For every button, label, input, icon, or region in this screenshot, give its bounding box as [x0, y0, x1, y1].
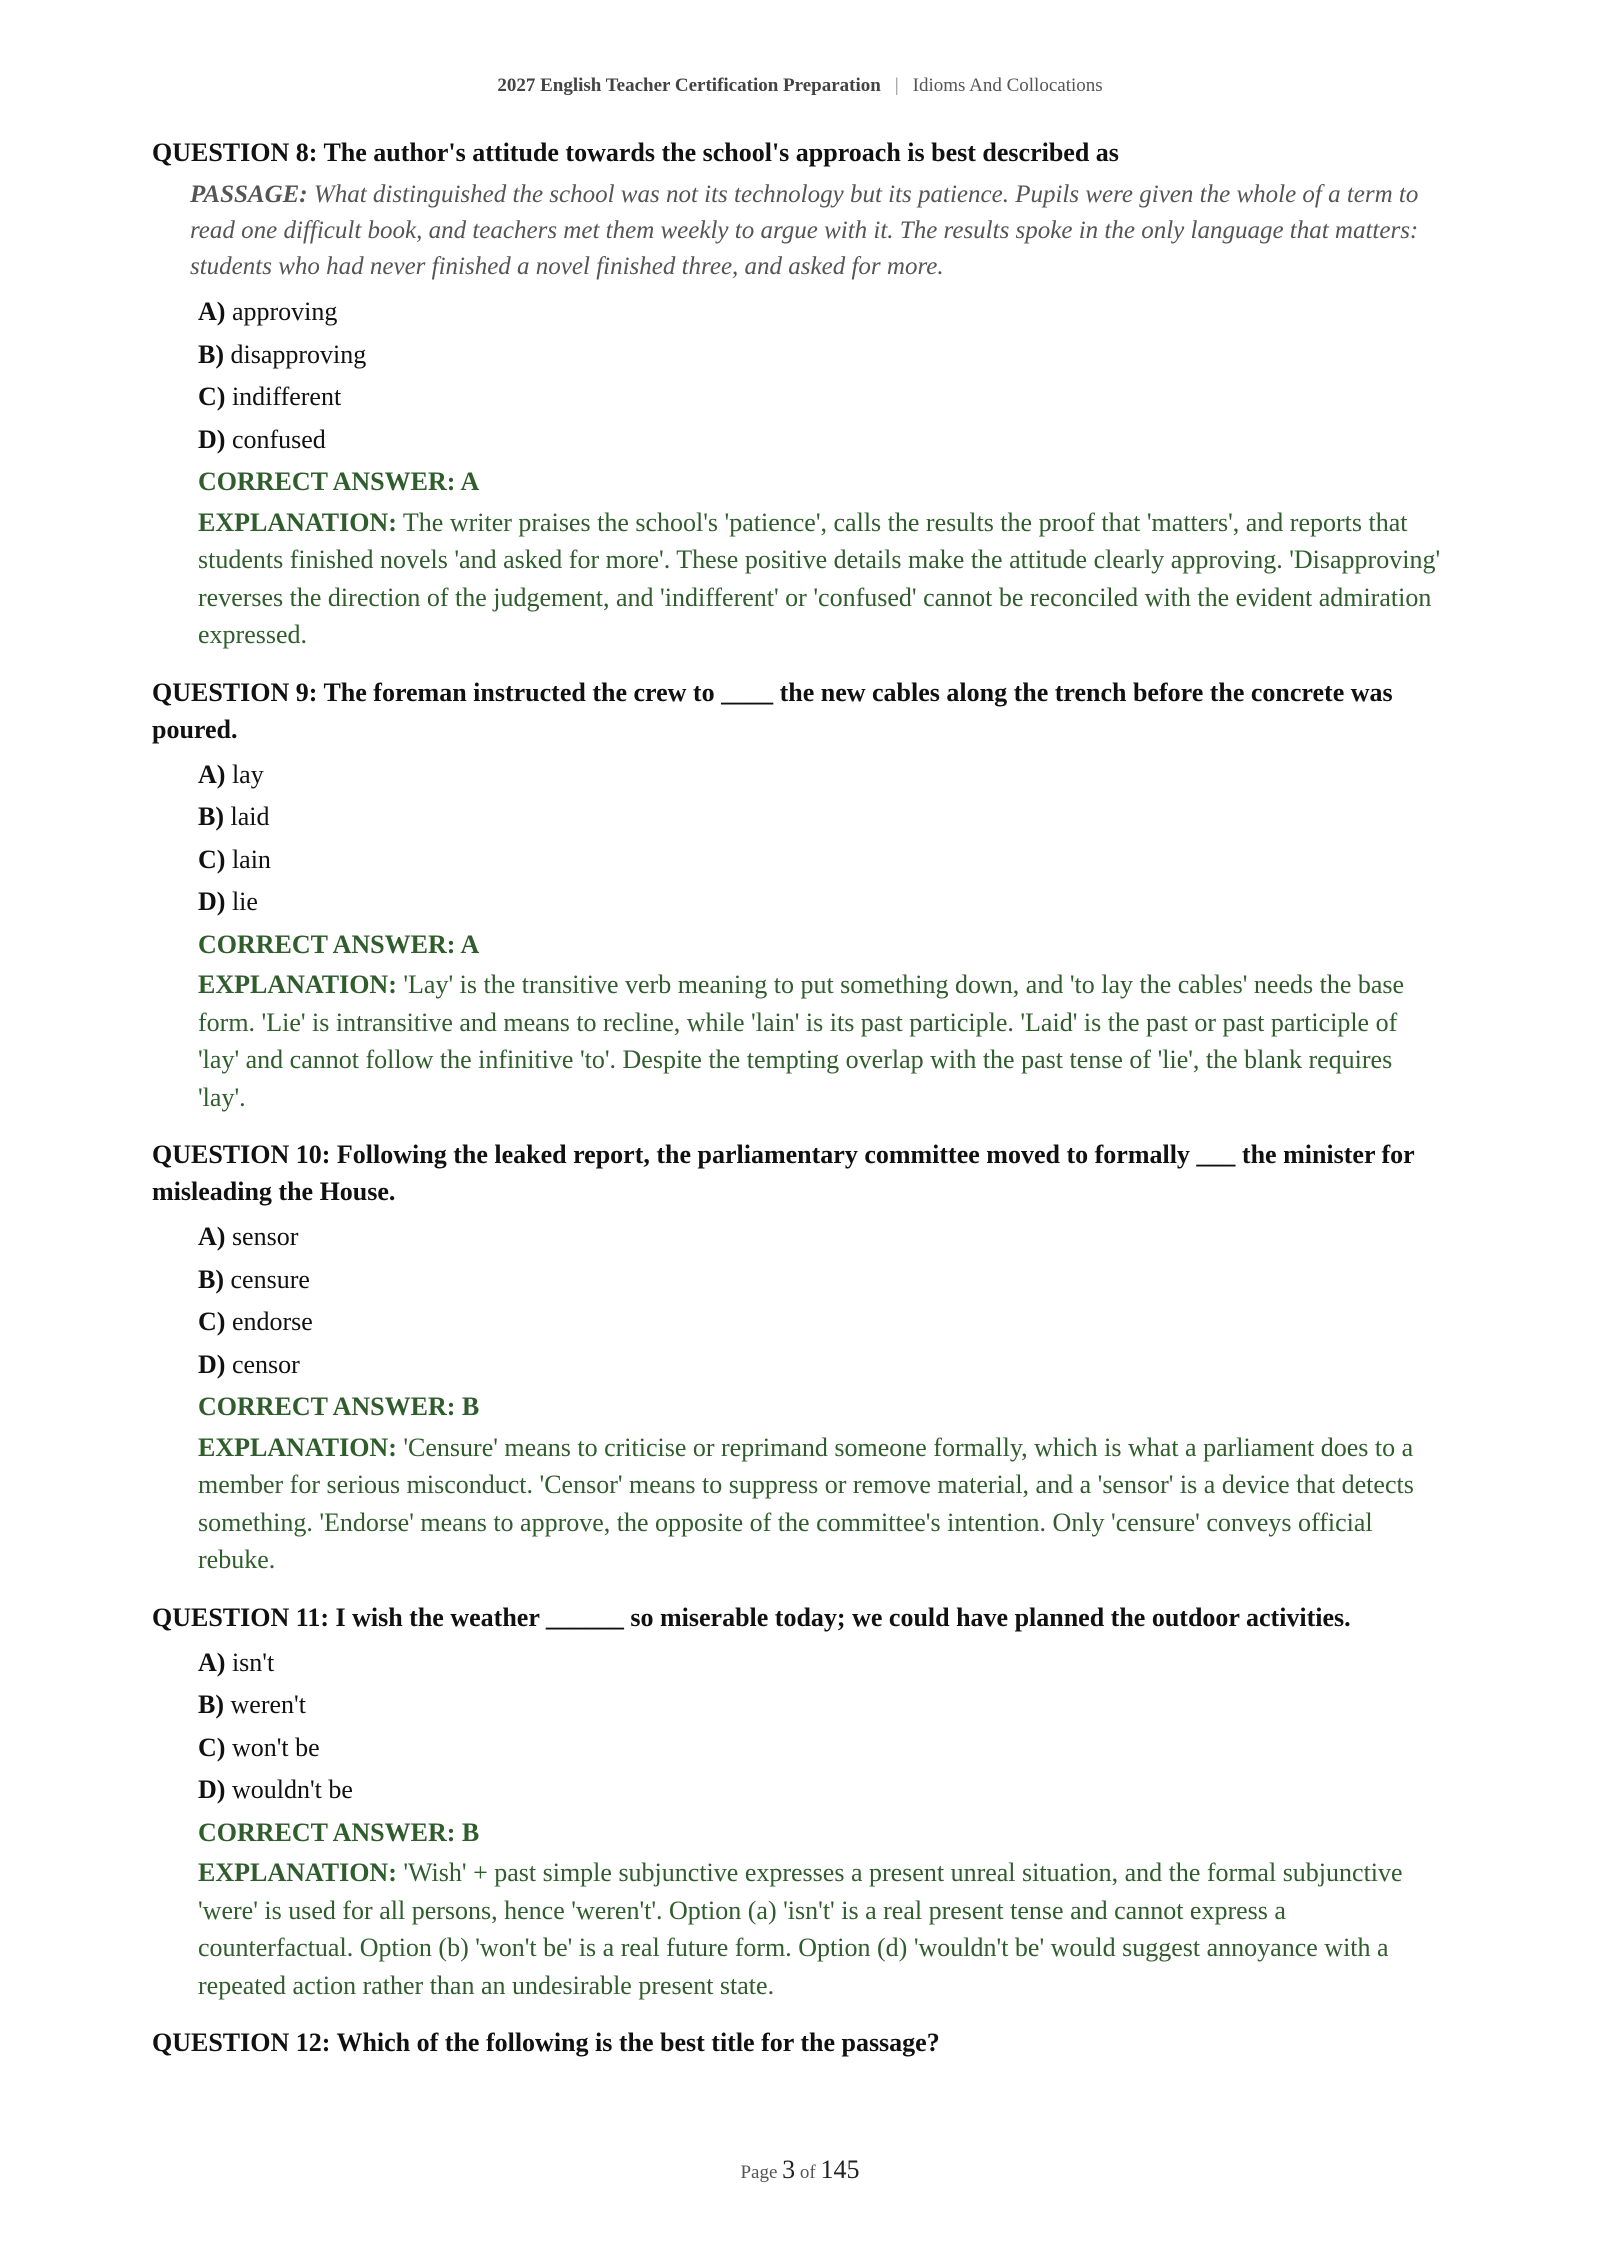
- option-letter: B): [198, 1264, 224, 1294]
- option-text: endorse: [231, 1307, 313, 1336]
- options-list: [198, 754, 1442, 924]
- page-header: [0, 75, 1600, 97]
- explanation: [198, 966, 1442, 1116]
- question-title: QUESTION 8: The author's attitude towards the school's approach is best described as: [152, 138, 1119, 167]
- correct-answer: CORRECT ANSWER: B: [198, 1817, 480, 1847]
- option-text: indifferent: [231, 382, 342, 411]
- correct-answer: CORRECT ANSWER: A: [198, 467, 480, 496]
- passage: [190, 177, 1442, 285]
- options-list: [198, 1642, 1442, 1812]
- option-text: isn't: [231, 1647, 275, 1677]
- question-11: [152, 1599, 1442, 2005]
- option-d: [198, 1769, 1442, 1812]
- option-d: [198, 419, 1442, 462]
- option-c: [198, 839, 1442, 882]
- options-list: [198, 291, 1442, 461]
- of-label: of: [799, 2162, 816, 2183]
- explanation-label: EXPLANATION:: [198, 1432, 397, 1462]
- option-letter: A): [198, 759, 226, 789]
- explanation-text: The writer praises the school's 'patience', calls the results the proof that 'matters', and reports that students finished novels 'and asked for more'. These positive details make the attitude clearly approving. 'Disapproving' reverses the direction of the judgement, and 'indifferent' or 'confused' cannot be reconciled with the evident admiration expressed.: [198, 507, 1441, 649]
- option-letter: D): [198, 1775, 226, 1804]
- explanation: [198, 504, 1442, 654]
- total-pages: 145: [820, 2155, 860, 2184]
- questions-content: [152, 134, 1442, 2081]
- explanation: [198, 1854, 1442, 2004]
- explanation-text: 'Lay' is the transitive verb meaning to put something down, and 'to lay the cables' needs the base form. 'Lie' is intransitive and means to recline, while 'lain' is its past participle. 'Laid' is the past or past participle of 'lay' and cannot follow the infinitive 'to'. Despite the tempting overlap with the past tense of 'lie', the blank requires 'lay'.: [198, 970, 1405, 1112]
- header-separator: |: [894, 75, 899, 96]
- option-text: wouldn't be: [231, 1775, 353, 1804]
- passage-label: PASSAGE:: [190, 181, 308, 208]
- passage-text: What distinguished the school was not its technology but its patience. Pupils were given the whole of a term to read one difficult book, and teachers met them weekly to argue with it. The results spoke in the only language that matters: students who had never finished a novel finished three, and asked for more.: [190, 181, 1419, 280]
- header-title: 2027 English Teacher Certification Preparation: [497, 75, 881, 96]
- option-letter: A): [198, 297, 226, 326]
- page-label: Page: [740, 2162, 778, 2183]
- option-a: [198, 291, 1442, 334]
- explanation: [198, 1429, 1442, 1579]
- option-text: censor: [231, 1349, 300, 1379]
- correct-answer: CORRECT ANSWER: A: [198, 929, 480, 959]
- option-d: [198, 881, 1442, 924]
- option-b: [198, 1259, 1442, 1302]
- option-b: [198, 334, 1442, 377]
- options-list: [198, 1216, 1442, 1386]
- question-title: QUESTION 10: Following the leaked report, the parliamentary committee moved to formally ___ the minister for misleading the House.: [152, 1140, 1415, 1206]
- question-title: QUESTION 12: Which of the following is the best title for the passage?: [152, 2028, 940, 2057]
- explanation-label: EXPLANATION:: [198, 970, 397, 999]
- option-c: [198, 376, 1442, 419]
- correct-answer: CORRECT ANSWER: B: [198, 1392, 480, 1421]
- option-letter: A): [198, 1647, 226, 1677]
- option-letter: B): [198, 339, 224, 369]
- option-text: weren't: [230, 1690, 306, 1719]
- option-b: [198, 1684, 1442, 1727]
- option-a: [198, 754, 1442, 797]
- page-footer: [0, 2155, 1600, 2185]
- question-title: QUESTION 11: I wish the weather ______ so miserable today; we could have planned the outdoor activities.: [152, 1602, 1351, 1632]
- option-letter: D): [198, 424, 226, 454]
- option-text: sensor: [231, 1222, 299, 1251]
- option-a: [198, 1642, 1442, 1685]
- option-d: [198, 1344, 1442, 1387]
- option-letter: A): [198, 1222, 226, 1251]
- option-text: confused: [231, 424, 326, 454]
- option-text: laid: [230, 802, 270, 831]
- option-text: lie: [231, 887, 258, 916]
- question-9: [152, 674, 1442, 1117]
- option-text: censure: [230, 1264, 310, 1294]
- page-number: 3: [782, 2155, 796, 2184]
- option-letter: B): [198, 802, 224, 831]
- header-section: Idioms And Collocations: [912, 75, 1103, 96]
- explanation-label: EXPLANATION:: [198, 507, 397, 537]
- option-letter: D): [198, 887, 226, 916]
- option-letter: D): [198, 1349, 226, 1379]
- question-8: [152, 134, 1442, 654]
- option-c: [198, 1727, 1442, 1770]
- option-letter: C): [198, 382, 226, 411]
- option-letter: C): [198, 1307, 226, 1336]
- question-title: QUESTION 9: The foreman instructed the crew to ____ the new cables along the trench before the concrete was poured.: [152, 677, 1393, 744]
- option-a: [198, 1216, 1442, 1259]
- option-letter: C): [198, 1732, 226, 1762]
- question-12: [152, 2024, 1442, 2061]
- explanation-text: 'Wish' + past simple subjunctive expresses a present unreal situation, and the formal subjunctive 'were' is used for all persons, hence 'weren't'. Option (a) 'isn't' is a real present tense and cannot express a counterfactual. Option (b) 'won't be' is a real future form. Option (d) 'wouldn't be' would suggest annoyance with a repeated action rather than an undesirable present state.: [198, 1858, 1403, 2000]
- explanation-label: EXPLANATION:: [198, 1858, 397, 1887]
- question-10: [152, 1136, 1442, 1579]
- option-letter: C): [198, 844, 226, 874]
- option-text: lay: [231, 759, 264, 789]
- option-c: [198, 1301, 1442, 1344]
- option-text: won't be: [231, 1732, 320, 1762]
- explanation-text: 'Censure' means to criticise or reprimand someone formally, which is what a parliament does to a member for serious misconduct. 'Censor' means to suppress or remove material, and a 'sensor' is a device that detects something. 'Endorse' means to approve, the opposite of the committee's intention. Only 'censure' conveys official rebuke.: [198, 1432, 1414, 1574]
- option-text: disapproving: [230, 339, 367, 369]
- option-text: approving: [231, 297, 338, 326]
- option-text: lain: [231, 844, 271, 874]
- option-b: [198, 796, 1442, 839]
- option-letter: B): [198, 1690, 224, 1719]
